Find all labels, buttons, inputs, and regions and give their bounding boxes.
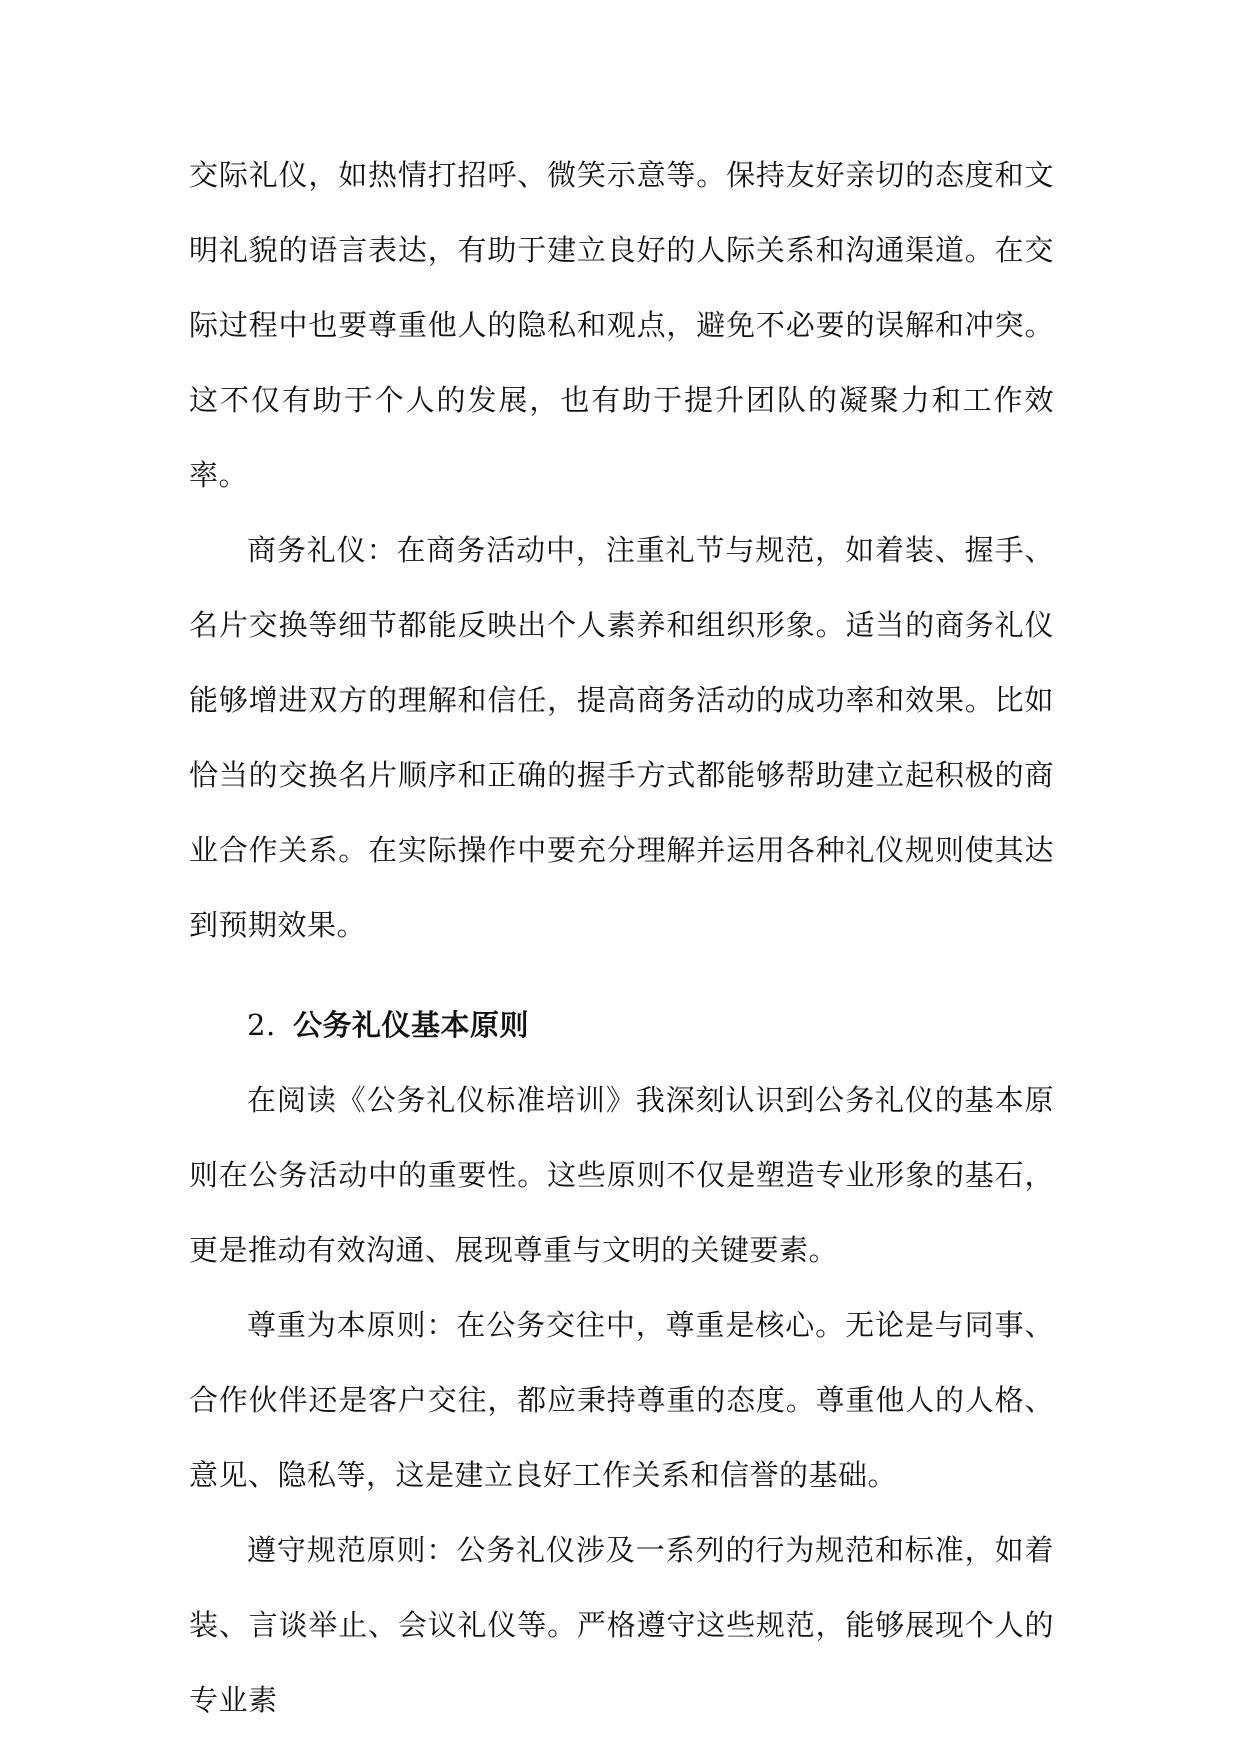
section-heading	[189, 988, 1054, 1063]
paragraph-business-etiquette: 商务礼仪：在商务活动中，注重礼节与规范，如着装、握手、名片交换等细节都能反映出个人素养和组织形象。适当的商务礼仪能够增进双方的理解和信任，提高商务活动的成功率和效果。比如恰当的交换名片顺序和正确的握手方式都能够帮助建立起积极的商业合作关系。在实际操作中要充分理解并运用各种礼仪规则使其达到预期效果。	[189, 533, 1054, 942]
paragraph-social-etiquette: 交际礼仪，如热情打招呼、微笑示意等。保持友好亲切的态度和文明礼貌的语言表达，有助于建立良好的人际关系和沟通渠道。在交际过程中也要尊重他人的隐私和观点，避免不必要的误解和冲突。这不仅有助于个人的发展，也有助于提升团队的凝聚力和工作效率。	[189, 158, 1054, 492]
document-body	[189, 138, 1054, 1738]
paragraph-norms-principle: 遵守规范原则：公务礼仪涉及一系列的行为规范和标准，如着装、言谈举止、会议礼仪等。严格遵守这些规范，能够展现个人的专业素	[189, 1533, 1054, 1717]
section-title: 公务礼仪基本原则	[293, 1008, 530, 1042]
section-number: 2.	[247, 1008, 276, 1042]
section-spacer	[189, 963, 1054, 988]
paragraph-principles-intro: 在阅读《公务礼仪标准培训》我深刻认识到公务礼仪的基本原则在公务活动中的重要性。这些原则不仅是塑造专业形象的基石，更是推动有效沟通、展现尊重与文明的关键要素。	[189, 1083, 1054, 1267]
paragraph-respect-principle: 尊重为本原则：在公务交往中，尊重是核心。无论是与同事、合作伙伴还是客户交往，都应秉持尊重的态度。尊重他人的人格、意见、隐私等，这是建立良好工作关系和信誉的基础。	[189, 1308, 1054, 1492]
